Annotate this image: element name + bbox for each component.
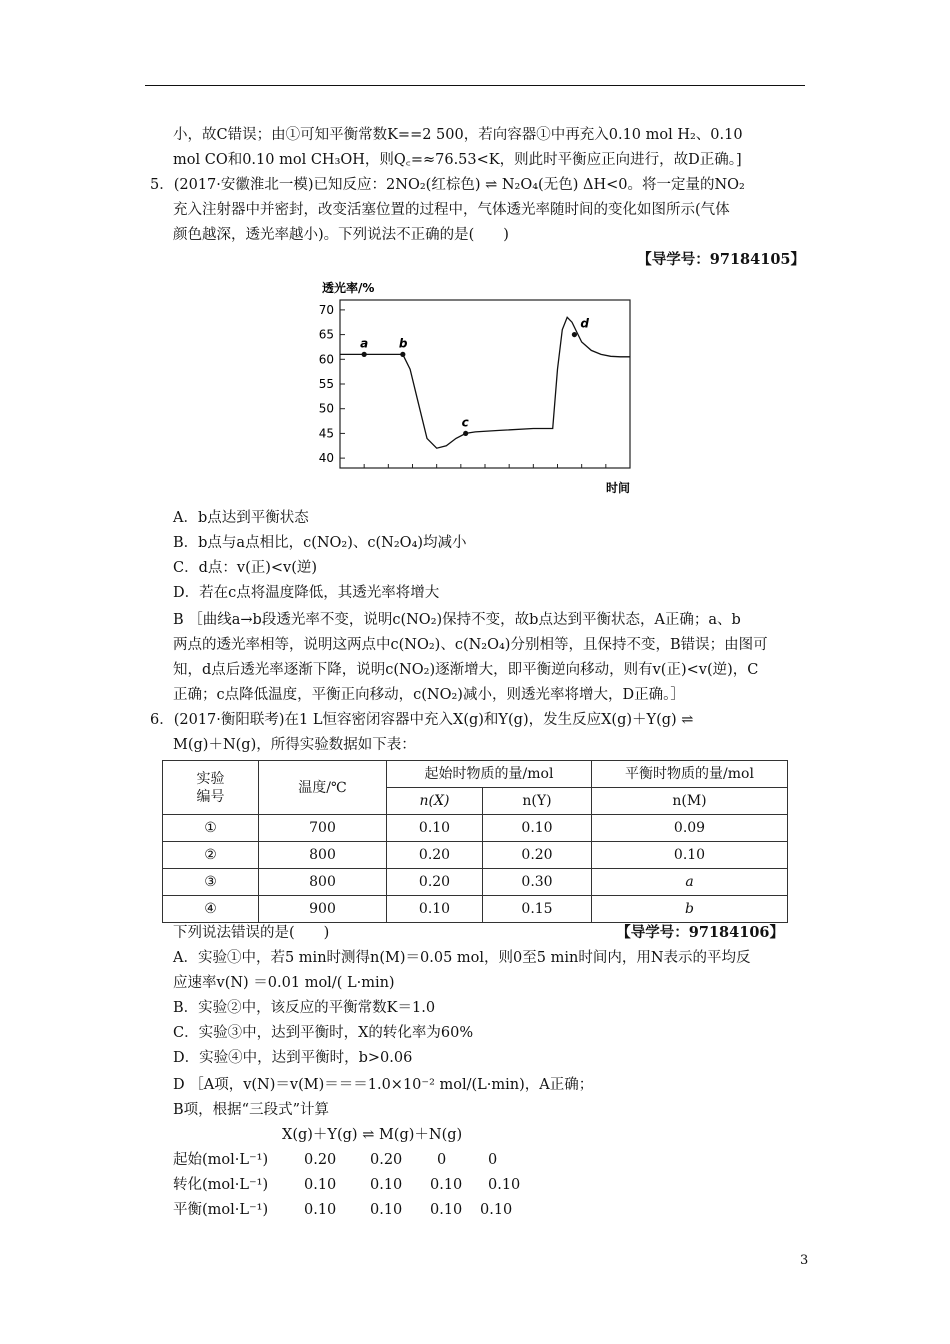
table-cell: a (592, 869, 788, 896)
table-cell: 0.09 (592, 815, 788, 842)
q6-option-a-line-1: A．实验①中，若5 min时测得n(M)＝0.05 mol，则0至5 min时间内，用N表示的平均反 (173, 950, 751, 966)
experiment-table (162, 760, 788, 923)
chart-series-line (340, 317, 630, 448)
calc-value: 0.20 (370, 1152, 403, 1168)
table-cell: ④ (163, 896, 259, 923)
chart-point-a (362, 352, 367, 357)
table-cell: 700 (259, 815, 387, 842)
calc-label-start: 起始(mol·L⁻¹) (173, 1152, 269, 1168)
q5-answer-line-2: 两点的透光率相等，说明这两点中c(NO₂)、c(N₂O₄)分别相等，且保持不变，B错误；由图可 (173, 637, 768, 653)
table-cell: 0.15 (483, 896, 592, 923)
q6-option-b: B．实验②中，该反应的平衡常数K＝1.0 (173, 1000, 436, 1016)
table-cell: 0.20 (387, 842, 483, 869)
chart-point-label-d: d (580, 316, 590, 331)
chart-y-axis-label: 透光率/% (322, 281, 375, 295)
q6-answer-line-2: B项，根据“三段式”计算 (173, 1102, 329, 1118)
table-cell: 800 (259, 842, 387, 869)
calc-value: 0.10 (430, 1177, 463, 1193)
q6-prompt: 下列说法错误的是( ) (173, 925, 330, 941)
chart-y-tick-label: 65 (318, 327, 334, 342)
calc-value: 0.10 (430, 1202, 463, 1218)
table-header-eq: 平衡时物质的量/mol (592, 761, 788, 788)
calc-value: 0.10 (370, 1177, 403, 1193)
q5-answer-line-4: 正确；c点降低温度，平衡正向移动，c(NO₂)减小，则透光率将增大，D正确。］ (173, 687, 685, 703)
continuation-line-1: 小，故C错误；由①可知平衡常数K==2 500，若向容器①中再充入0.10 mol H₂、0.10 (173, 127, 743, 143)
table-cell: 0.10 (592, 842, 788, 869)
chart-y-tick-label: 45 (318, 426, 334, 441)
q5-reference-number: 【导学号：97184105】 (637, 251, 805, 268)
q6-reference-number: 【导学号：97184106】 (616, 924, 784, 941)
table-cell: 800 (259, 869, 387, 896)
chart-point-label-b: b (398, 336, 408, 351)
chart-x-axis-label: 时间 (605, 481, 631, 495)
chart-y-tick-label: 55 (318, 377, 334, 391)
calc-value: 0.10 (304, 1177, 337, 1193)
calc-label-change: 转化(mol·L⁻¹) (173, 1177, 269, 1193)
chart-y-tick-label: 40 (318, 451, 334, 466)
header-rule (145, 85, 805, 86)
q6-option-c: C．实验③中，达到平衡时，X的转化率为60% (173, 1025, 474, 1041)
chart-y-tick-label: 50 (318, 401, 334, 416)
table-cell: ② (163, 842, 259, 869)
q6-stem-line-1: 6．(2017·衡阳联考)在1 L恒容密闭容器中充入X(g)和Y(g)，发生反应X(g)＋Y(g) ⇌ (150, 712, 694, 728)
table-header-ny: n(Y) (483, 788, 592, 815)
table-cell: 0.20 (483, 842, 592, 869)
chart-point-c (463, 431, 468, 436)
q5-answer-line-3: 知，d点后透光率逐渐下降，说明c(NO₂)逐渐增大，即平衡逆向移动，则有v(正)<v(逆)，C (173, 662, 759, 678)
table-cell: 0.10 (483, 815, 592, 842)
calc-value: 0.10 (304, 1202, 337, 1218)
table-row (163, 842, 788, 869)
calc-value: 0.10 (480, 1202, 513, 1218)
table-cell: 0.30 (483, 869, 592, 896)
table-header-exp-line2: 编号 (196, 788, 225, 805)
table-row (163, 815, 788, 842)
table-cell: b (592, 896, 788, 923)
table-header-nm: n(M) (592, 788, 788, 815)
page-number: 3 (800, 1253, 809, 1268)
q5-stem-line-3: 颜色越深，透光率越小)。下列说法不正确的是( ) (173, 227, 509, 243)
q5-stem-line-1: 5．(2017·安徽淮北一模)已知反应：2NO₂(红棕色) ⇌ N₂O₄(无色) ΔH<0。将一定量的NO₂ (150, 177, 745, 193)
q6-option-a-line-2: 应速率v(N) ＝0.01 mol/( L·min) (173, 975, 395, 991)
q5-answer-line-1: B ［曲线a→b段透光率不变，说明c(NO₂)保持不变，故b点达到平衡状态，A正确；a、b (173, 612, 741, 628)
table-header-nx: n(X) (387, 788, 483, 815)
table-cell: 0.10 (387, 896, 483, 923)
q6-option-d: D．实验④中，达到平衡时，b>0.06 (173, 1050, 413, 1066)
calc-label-equilibrium: 平衡(mol·L⁻¹) (173, 1202, 269, 1218)
table-cell: ③ (163, 869, 259, 896)
chart-y-tick-label: 60 (318, 352, 334, 367)
table-header-start: 起始时物质的量/mol (387, 761, 592, 788)
continuation-line-2: mol CO和0.10 mol CH₃OH，则Q꜀=≈76.53<K，则此时平衡应正向进行，故D正确。] (173, 152, 742, 168)
chart-point-label-a: a (360, 336, 369, 351)
q5-option-c: C．d点：v(正)<v(逆) (173, 560, 318, 576)
q6-reaction-equation: X(g)＋Y(g) ⇌ M(g)＋N(g) (282, 1127, 463, 1143)
calc-value: 0 (437, 1152, 447, 1168)
q5-option-b: B．b点与a点相比，c(NO₂)、c(N₂O₄)均减小 (173, 535, 467, 551)
q6-answer-line-1: D ［A项，v(N)＝v(M)＝＝＝1.0×10⁻² mol/(L·min)，A正确； (173, 1077, 594, 1093)
calc-value: 0.10 (488, 1177, 521, 1193)
calc-value: 0.10 (370, 1202, 403, 1218)
table-header-temp: 温度/℃ (259, 761, 387, 815)
table-cell: 0.10 (387, 815, 483, 842)
table-header-exp-line1: 实验 (196, 770, 225, 787)
q6-stem-line-2: M(g)＋N(g)，所得实验数据如下表： (173, 737, 416, 753)
chart-point-b (400, 352, 405, 357)
table-cell: 900 (259, 896, 387, 923)
transmittance-chart (300, 270, 640, 500)
q5-stem-line-2: 充入注射器中并密封，改变活塞位置的过程中，气体透光率随时间的变化如图所示(气体 (173, 202, 730, 218)
chart-y-tick-label: 70 (318, 302, 334, 317)
table-header-exp (163, 761, 259, 815)
q5-option-a: A．b点达到平衡状态 (173, 510, 309, 526)
table-cell: 0.20 (387, 869, 483, 896)
table-row (163, 869, 788, 896)
table-cell: ① (163, 815, 259, 842)
q5-option-d: D．若在c点将温度降低，其透光率将增大 (173, 585, 440, 601)
calc-value: 0 (488, 1152, 498, 1168)
chart-point-label-c: c (461, 415, 469, 430)
calc-value: 0.20 (304, 1152, 337, 1168)
table-row (163, 896, 788, 923)
chart-point-d (572, 332, 577, 337)
